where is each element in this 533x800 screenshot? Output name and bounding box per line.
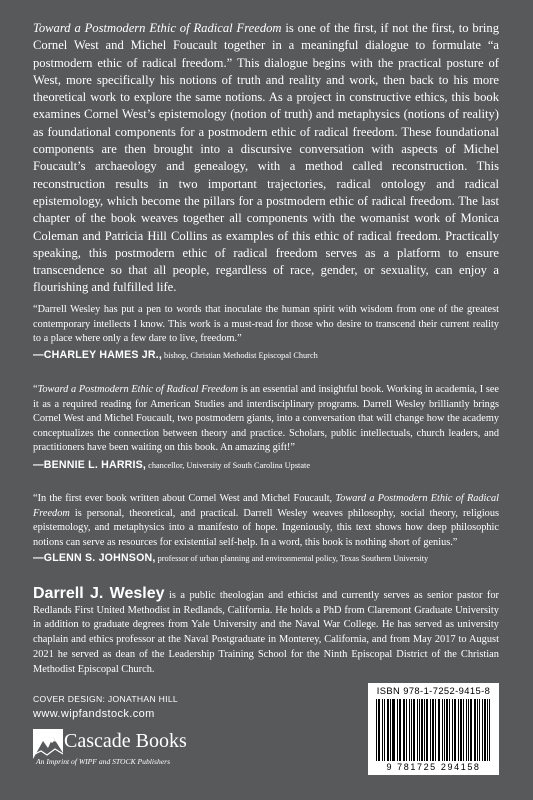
quote-text: is an essential and insightful book. Working in academia, I see it as a required reading for American Studies and interdisciplinary programs. Darrell Wesley brilliantly brings Cornel West and Michel Foucault, two postmodern giants, into a conversation that will change how the academy conceptualizes the connection between theory and practice. Scholars, public intellectuals, church leaders, and practitioners have been waiting on this book. An amazing gift!” [33, 384, 499, 454]
barcode-bar [392, 699, 393, 761]
barcode-bar [376, 699, 377, 761]
barcode-bar [446, 699, 447, 761]
barcode-bar [475, 699, 476, 761]
quote-text: is personal, theoretical, and practical. Darrell Wesley weaves philosophy, social theory, religious epistemology, and metaphysics into a manifesto of hope. Ingeniously, this text shows how deep philosophic notions can serve as resources for existential self-help. In a word, this book is nothing short of genius.” [33, 507, 499, 548]
barcode-bar [439, 699, 440, 761]
barcode-bar [397, 699, 398, 761]
barcode-digits: 9 781725 294158 [386, 762, 481, 772]
endorser-role: bishop, Christian Methodist Episcopal Church [161, 351, 318, 360]
endorser-role: professor of urban planning and environmental policy, Texas Southern University [155, 554, 429, 563]
barcode-bar [379, 699, 380, 761]
barcode [376, 699, 491, 761]
barcode-bar [458, 699, 459, 761]
barcode-bar [387, 699, 388, 761]
endorsement-quote-1 [33, 303, 499, 347]
barcode-bar [468, 699, 469, 761]
barcode-bar [449, 699, 450, 761]
endorser-name: —GLENN S. JOHNSON, [33, 552, 156, 564]
barcode-bar [452, 699, 453, 761]
barcode-bar [479, 699, 480, 761]
endorsement-attribution-1 [33, 349, 318, 361]
cover-design-credit: COVER DESIGN: JONATHAN HILL [33, 694, 178, 704]
description-text: is one of the first, if not the first, to bring Cornel West and Michel Foucault together in a meaningful dialogue to formulate “a postmodern ethic of radical freedom.” This dialogue begins with the practical posture of West, more specifically his notions of truth and reality and work, then back to his more theoretical work to explore the same notions. As a project in constructive ethics, this book examines Cornel West’s epistemology (notion of truth) and metaphysics (notions of reality) as foundational components for a postmodern ethic of radical freedom. These foundational components are then brought into a discursive conversation with aspects of Michel Foucault’s archaeology and genealogy, with a method called reconstruction. This reconstruction results in two important trajectories, radical ontology and radical epistemology, which become the pillars for a postmodern ethic of radical freedom. The last chapter of the book weaves together all components with the womanist work of Monica Coleman and Patricia Hill Collins as examples of this ethic of radical freedom. Practically speaking, this postmodern ethic of radical freedom serves as a platform to ensure transcendence so that all people, regardless of race, gender, or sexuality, can enjoy a flourishing and fulfilled life. [33, 21, 499, 295]
book-description [33, 20, 499, 297]
barcode-bar [435, 699, 436, 761]
barcode-box [368, 683, 499, 775]
quote-text: “In the first ever book written about Cornel West and Michel Foucault, [33, 493, 336, 504]
endorsement-quote-2 [33, 383, 499, 456]
endorsement-quote-3 [33, 492, 499, 550]
quote-text: “ [33, 384, 38, 395]
barcode-bar [454, 699, 455, 761]
barcode-bar [470, 699, 471, 761]
barcode-bar [444, 699, 445, 761]
barcode-bar [422, 699, 423, 761]
barcode-bar [433, 699, 434, 761]
barcode-bar [384, 699, 385, 761]
book-title-italic: Toward a Postmodern Ethic of Radical Freedom [33, 21, 282, 35]
publisher-name: Cascade Books [64, 730, 187, 752]
barcode-bar [455, 699, 456, 761]
quote-title-italic: Toward a Postmodern Ethic of Radical Freedom [37, 384, 239, 395]
barcode-bar [406, 699, 407, 761]
barcode-bar [404, 699, 405, 761]
mountain-logo-icon [33, 729, 63, 759]
barcode-bar [485, 699, 486, 761]
barcode-bar [419, 699, 420, 761]
barcode-bar [414, 699, 415, 761]
barcode-bar [403, 699, 404, 761]
barcode-bar [409, 699, 410, 761]
barcode-bar [417, 699, 418, 761]
publisher-logo [33, 727, 253, 769]
barcode-bar [489, 699, 490, 761]
quote-title-italic: Toward a Postmodern Ethic of Radical Freedom [33, 493, 499, 519]
barcode-bar [413, 699, 414, 761]
bio-text: is a public theologian and ethicist and currently serves as senior pastor for Redlands First United Methodist in Redlands, California. He holds a PhD from Claremont Graduate University in addition to graduate degrees from Yale University and the Naval War College. He has served as university chaplain and ethics professor at the Naval Postgraduate in Monterey, California, and from May 2017 to August 2021 he served as dean of the Leadership Training School for the Ninth Episcopal District of the Christian Methodist Episcopal Church. [33, 590, 500, 675]
barcode-bar [463, 699, 464, 761]
barcode-bar [477, 699, 478, 761]
barcode-bar [399, 699, 400, 761]
barcode-bar [390, 699, 391, 761]
author-bio [33, 587, 499, 677]
endorsement-attribution-2 [33, 459, 310, 471]
barcode-bar [484, 699, 485, 761]
barcode-bar [438, 699, 439, 761]
barcode-bar [411, 699, 412, 761]
barcode-bar [378, 699, 379, 761]
barcode-bar [442, 699, 443, 761]
barcode-bar [400, 699, 401, 761]
publisher-imprint: An Imprint of WIPF and STOCK Publishers [36, 757, 171, 766]
isbn-label: ISBN 978-1-7252-9415-8 [376, 685, 491, 696]
publisher-website: www.wipfandstock.com [33, 708, 155, 720]
endorser-name: —BENNIE L. HARRIS, [33, 459, 147, 471]
endorser-name: —CHARLEY HAMES JR., [33, 349, 162, 361]
barcode-bar [421, 699, 422, 761]
endorser-role: chancellor, University of South Carolina Upstate [146, 461, 311, 470]
barcode-bar [427, 699, 428, 761]
barcode-bar [466, 699, 467, 761]
barcode-bar [487, 699, 488, 761]
barcode-bar [426, 699, 427, 761]
barcode-bar [394, 699, 395, 761]
barcode-bar [388, 699, 389, 761]
barcode-bar [460, 699, 461, 761]
barcode-bar [474, 699, 475, 761]
barcode-bar [382, 699, 383, 761]
barcode-bar [471, 699, 472, 761]
barcode-bar [430, 699, 431, 761]
barcode-bar [461, 699, 462, 761]
author-name: Darrell J. Wesley [33, 585, 165, 602]
quote-text: “Darrell Wesley has put a pen to words that inoculate the human spirit with wisdom from one of the greatest contemporary intellects I know. This work is a must-read for those who desire to transcend their current reality to a place where only a few dare to live, freedom.” [33, 304, 499, 345]
barcode-bar [393, 699, 394, 761]
barcode-bar [424, 699, 425, 761]
barcode-bar [482, 699, 483, 761]
barcode-bar [447, 699, 448, 761]
barcode-bar [432, 699, 433, 761]
endorsement-attribution-3 [33, 552, 428, 564]
